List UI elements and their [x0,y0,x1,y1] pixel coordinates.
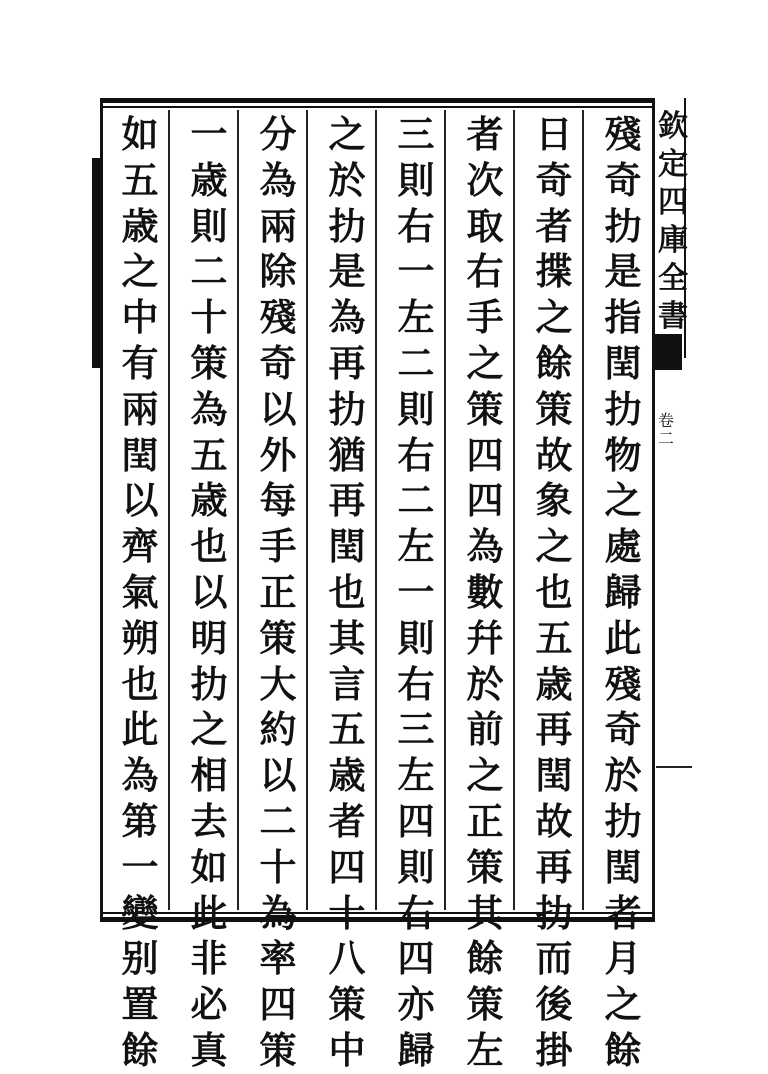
character: 殘 [259,295,297,340]
character: 之 [466,753,504,798]
character: 朔 [121,615,159,660]
character: 閏 [604,340,642,385]
text-column-1 [600,112,646,1072]
character: 每 [259,478,297,523]
character: 為 [466,524,504,569]
character: 右 [397,890,435,935]
character: 之 [535,295,573,340]
character: 處 [604,524,642,569]
character: 四 [259,982,297,1027]
text-column-3 [462,112,508,1072]
title-character: 書 [658,299,688,334]
character: 是 [328,249,366,294]
character: 扐 [535,890,573,935]
character: 以 [259,753,297,798]
volume-label [658,412,674,448]
character: 歸 [604,569,642,614]
character: 指 [604,295,642,340]
character: 第 [121,798,159,843]
character: 策 [259,615,297,660]
character: 一 [121,844,159,889]
character: 以 [121,478,159,523]
character: 奇 [535,157,573,202]
character: 置 [121,982,159,1027]
character: 二 [259,798,297,843]
character: 兩 [259,203,297,248]
character: 左 [466,1027,504,1072]
book-title [656,108,690,336]
character: 三 [397,112,435,156]
character: 八 [328,936,366,981]
character: 約 [259,707,297,752]
column-rule [582,110,584,910]
character: 物 [604,432,642,477]
character: 歳 [328,753,366,798]
character: 歳 [535,661,573,706]
character: 率 [259,936,297,981]
character: 餘 [121,1027,159,1072]
column-rule [375,110,377,910]
column-rule [168,110,170,910]
margin-border [652,98,655,922]
character: 奇 [604,707,642,752]
character: 右 [397,203,435,248]
character: 右 [397,432,435,477]
character: 手 [259,524,297,569]
character: 其 [466,890,504,935]
column-rule [237,110,239,910]
character: 變 [121,890,159,935]
character: 則 [397,157,435,202]
character: 故 [535,798,573,843]
character: 此 [121,707,159,752]
character: 亦 [397,982,435,1027]
character: 幷 [466,615,504,660]
character: 二 [397,340,435,385]
top-border [100,98,652,103]
character: 扐 [328,203,366,248]
character: 扐 [604,203,642,248]
character: 五 [328,707,366,752]
character: 策 [259,1027,297,1072]
character: 大 [259,661,297,706]
character: 中 [121,295,159,340]
character: 奇 [259,340,297,385]
character: 五 [535,615,573,660]
character: 閏 [328,524,366,569]
character: 餘 [535,340,573,385]
character: 前 [466,707,504,752]
character: 右 [466,249,504,294]
character: 二 [397,478,435,523]
character: 則 [190,203,228,248]
character: 為 [259,157,297,202]
character: 為 [328,295,366,340]
character: 掛 [535,1027,573,1072]
text-column-2 [531,112,577,1072]
character: 其 [328,615,366,660]
character: 五 [190,432,228,477]
character: 五 [121,157,159,202]
column-rule [513,110,515,910]
character: 之 [535,524,573,569]
character: 正 [259,569,297,614]
character: 再 [328,478,366,523]
character: 相 [190,753,228,798]
character: 外 [259,432,297,477]
character: 之 [604,982,642,1027]
character: 次 [466,157,504,202]
character: 四 [466,478,504,523]
character: 者 [535,203,573,248]
character: 三 [397,707,435,752]
character: 則 [397,386,435,431]
character: 一 [190,112,228,156]
character: 言 [328,661,366,706]
character: 則 [397,844,435,889]
character: 策 [466,386,504,431]
volume-character: 卷 [658,411,675,430]
character: 則 [397,615,435,660]
character: 齊 [121,524,159,569]
character: 十 [190,295,228,340]
character: 閏 [604,844,642,889]
character: 策 [466,844,504,889]
character: 於 [328,157,366,202]
character: 中 [328,1027,366,1072]
margin-tick [656,766,692,768]
character: 真 [190,1027,228,1072]
top-border-inner [100,106,652,108]
character: 歳 [190,157,228,202]
page-margin [652,98,696,922]
character: 右 [397,661,435,706]
character: 象 [535,478,573,523]
character: 别 [121,936,159,981]
character: 手 [466,295,504,340]
character: 歳 [121,203,159,248]
character: 策 [535,386,573,431]
character: 四 [466,432,504,477]
character: 一 [397,569,435,614]
character: 扐 [604,798,642,843]
character: 非 [190,936,228,981]
character: 氣 [121,569,159,614]
character: 之 [121,249,159,294]
character: 左 [397,295,435,340]
character: 扐 [604,386,642,431]
character: 左 [397,753,435,798]
character: 餘 [604,1027,642,1072]
title-character: 庫 [658,223,688,258]
character: 此 [604,615,642,660]
left-binding-mark [92,158,100,368]
character: 月 [604,936,642,981]
character: 數 [466,569,504,614]
character: 故 [535,432,573,477]
text-column-4 [393,112,439,1072]
text-column-8 [117,112,163,1072]
character: 如 [121,112,159,156]
character: 之 [328,112,366,156]
character: 之 [604,478,642,523]
title-character: 全 [658,261,688,296]
character: 者 [328,798,366,843]
column-rule [444,110,446,910]
character: 者 [466,112,504,156]
character: 者 [604,890,642,935]
character: 十 [259,844,297,889]
character: 再 [535,707,573,752]
character: 揲 [535,249,573,294]
character: 以 [190,569,228,614]
character: 後 [535,982,573,1027]
character: 二 [190,249,228,294]
character: 歸 [397,1027,435,1072]
character: 也 [535,569,573,614]
character: 再 [328,340,366,385]
character: 猶 [328,432,366,477]
character: 去 [190,798,228,843]
character: 於 [466,661,504,706]
character: 策 [466,982,504,1027]
character: 之 [466,340,504,385]
character: 也 [190,524,228,569]
character: 取 [466,203,504,248]
character: 也 [328,569,366,614]
character: 策 [328,982,366,1027]
character: 兩 [121,386,159,431]
character: 四 [328,844,366,889]
character: 歳 [190,478,228,523]
character: 殘 [604,112,642,156]
title-character: 四 [658,185,688,220]
character: 餘 [466,936,504,981]
column-rule [306,110,308,910]
character: 必 [190,982,228,1027]
character: 除 [259,249,297,294]
character: 四 [397,798,435,843]
character: 而 [535,936,573,981]
left-border [100,98,103,922]
fishtail-mark [654,334,682,370]
character: 殘 [604,661,642,706]
title-character: 定 [658,147,688,182]
character: 為 [121,753,159,798]
character: 是 [604,249,642,294]
character: 明 [190,615,228,660]
character: 於 [604,753,642,798]
character: 四 [397,936,435,981]
text-column-6 [255,112,301,1072]
character: 十 [328,890,366,935]
character: 再 [535,844,573,889]
character: 日 [535,112,573,156]
text-column-5 [324,112,370,1072]
character: 也 [121,661,159,706]
character: 有 [121,340,159,385]
character: 奇 [604,157,642,202]
character: 左 [397,524,435,569]
character: 為 [190,386,228,431]
page-frame [100,98,652,1072]
character: 為 [259,890,297,935]
volume-character: 二 [658,429,675,448]
character: 扐 [328,386,366,431]
text-column-7 [186,112,232,1072]
character: 以 [259,386,297,431]
character: 此 [190,890,228,935]
character: 一 [397,249,435,294]
character: 如 [190,844,228,889]
character: 閏 [121,432,159,477]
character: 之 [190,707,228,752]
title-character: 欽 [658,109,688,144]
character: 閏 [535,753,573,798]
character: 分 [259,112,297,156]
character: 扐 [190,661,228,706]
character: 正 [466,798,504,843]
character: 策 [190,340,228,385]
